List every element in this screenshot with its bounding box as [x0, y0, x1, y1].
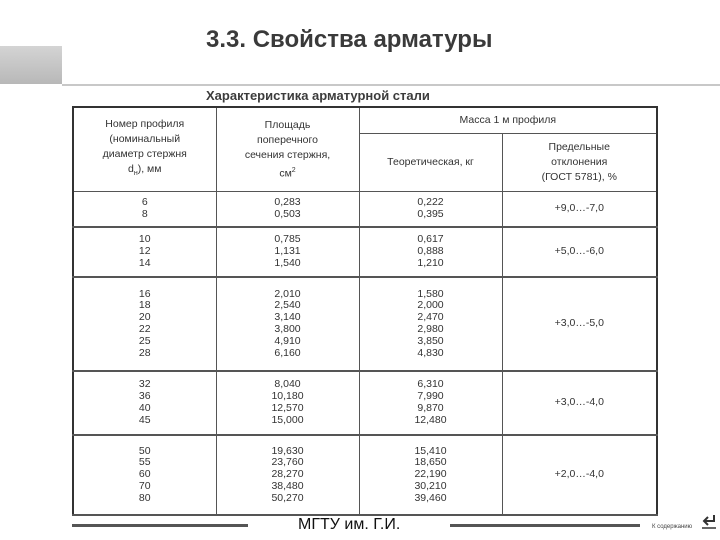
deviation-cell: +9,0…-7,0	[502, 191, 657, 227]
table-row	[73, 277, 657, 371]
header-profile-number: Номер профиля (номинальный диаметр стержня $d_н$), мм	[73, 107, 216, 191]
masses-cell: 0,222 0,395	[359, 191, 502, 227]
table-caption: Характеристика арматурной стали	[206, 88, 430, 103]
areas-cell: 2,010 2,540 3,140 3,800 4,910 6,160	[216, 277, 359, 371]
masses-cell: 1,580 2,000 2,470 2,980 3,850 4,830	[359, 277, 502, 371]
profile-numbers-cell: 10 12 14	[73, 227, 216, 277]
table-row	[73, 435, 657, 515]
title-divider	[62, 84, 720, 86]
areas-cell: 8,040 10,180 12,570 15,000	[216, 371, 359, 435]
masses-cell: 6,310 7,990 9,870 12,480	[359, 371, 502, 435]
profile-numbers-cell: 6 8	[73, 191, 216, 227]
return-to-contents-label[interactable]: К содержанию	[652, 524, 693, 530]
rebar-properties-table	[72, 106, 658, 516]
deviation-cell: +2,0…-4,0	[502, 435, 657, 515]
table-row	[73, 227, 657, 277]
footer-divider-right	[450, 524, 640, 527]
table-row	[73, 191, 657, 227]
areas-cell: 0,283 0,503	[216, 191, 359, 227]
deviation-cell: +5,0…-6,0	[502, 227, 657, 277]
header-cross-section-area: Площадь поперечного сечения стержня, $см^2$	[216, 107, 359, 191]
return-arrow-icon[interactable]	[700, 512, 718, 530]
profile-numbers-cell: 16 18 20 22 25 28	[73, 277, 216, 371]
header-theoretical-mass: Теоретическая, кг	[359, 133, 502, 191]
footer-organization: МГТУ им. Г.И.	[298, 516, 401, 533]
slide-title: 3.3. Свойства арматуры	[206, 26, 493, 53]
areas-cell: 19,630 23,760 28,270 38,480 50,270	[216, 435, 359, 515]
masses-cell: 15,410 18,650 22,190 30,210 39,460	[359, 435, 502, 515]
deviation-cell: +3,0…-5,0	[502, 277, 657, 371]
profile-numbers-cell: 50 55 60 70 80	[73, 435, 216, 515]
profile-numbers-cell: 32 36 40 45	[73, 371, 216, 435]
header-limit-deviation: Предельные отклонения (ГОСТ 5781), %	[502, 133, 657, 191]
decorative-bar	[0, 46, 62, 84]
deviation-cell: +3,0…-4,0	[502, 371, 657, 435]
table-row	[73, 371, 657, 435]
masses-cell: 0,617 0,888 1,210	[359, 227, 502, 277]
header-mass-per-meter: Масса 1 м профиля	[359, 107, 657, 133]
areas-cell: 0,785 1,131 1,540	[216, 227, 359, 277]
footer-divider-left	[72, 524, 248, 527]
